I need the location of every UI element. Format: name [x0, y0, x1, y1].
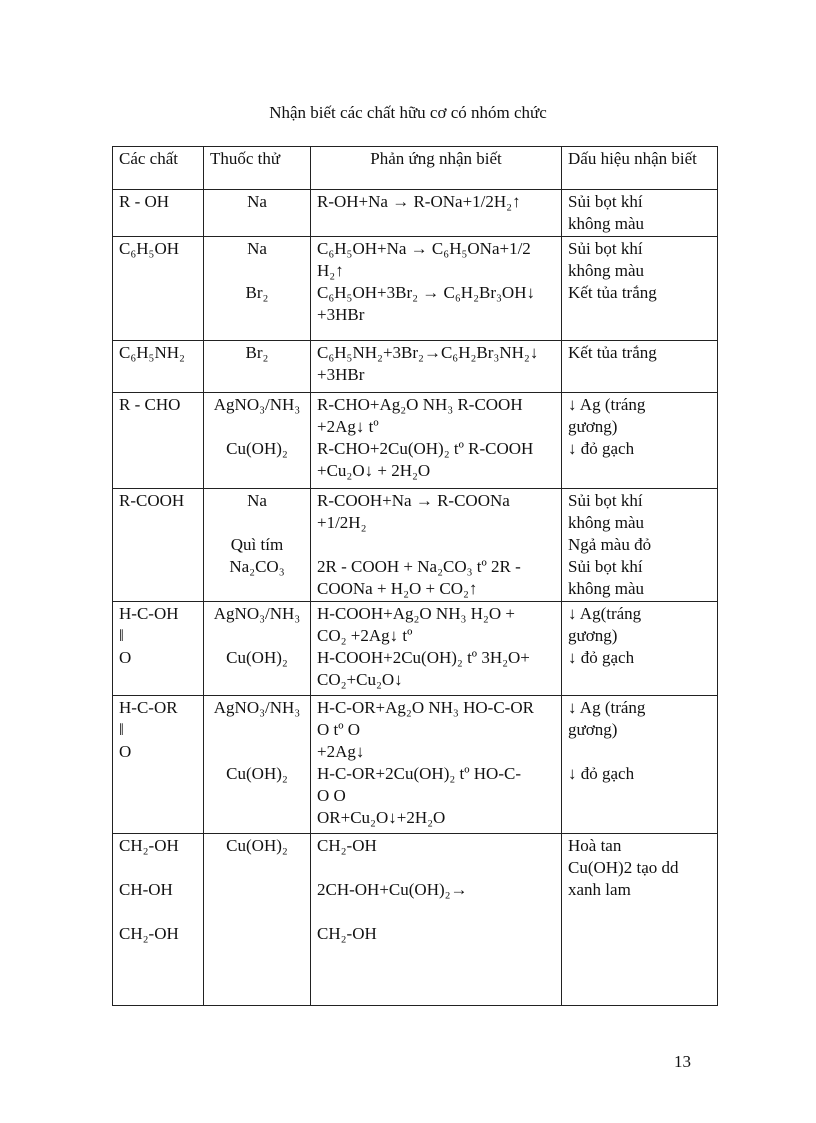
table-row [113, 696, 718, 834]
cell-reagent [204, 190, 311, 237]
sign-line: gương) [568, 720, 618, 739]
cell-sign [562, 393, 718, 489]
reagent-line: Na₂CO₃ [229, 557, 285, 576]
reagent-line [210, 719, 304, 741]
reaction-line: +3HBr [317, 305, 365, 324]
reaction-line: C₆H₅NH₂+3Br₂→C₆H₂Br₃NH₂↓ [317, 343, 539, 362]
cell-reagent [204, 834, 311, 1006]
reagent-line: Cu(OH)₂ [226, 836, 288, 855]
reaction-line: R-COOH+Na → R-COONa [317, 491, 510, 510]
sign-line: ↓ Ag (tráng [568, 395, 646, 414]
sign-line: ↓ đỏ gạch [568, 648, 635, 667]
sign-line: Cu(OH)2 tạo dd [568, 858, 679, 877]
reagent-line: Cu(OH)₂ [226, 648, 288, 667]
compound-line: ‖ [119, 720, 124, 739]
cell-reaction [311, 489, 562, 602]
table-row [113, 489, 718, 602]
sign-line: Ngả màu đỏ [568, 535, 652, 554]
cell-sign [562, 489, 718, 602]
header-reaction-label: Phản ứng nhận biết [370, 149, 502, 168]
reagent-table [112, 146, 718, 1006]
reagent-line: AgNO₃/NH₃ [213, 698, 301, 717]
reaction-line: +2Ag↓ tº [317, 417, 379, 436]
cell-reaction [311, 341, 562, 393]
reaction-line: C₆H₅OH+Na → C₆H₅ONa+1/2 [317, 239, 531, 258]
reaction-line [317, 857, 555, 879]
cell-reaction [311, 834, 562, 1006]
reagent-line: Quì tím [230, 535, 284, 554]
compound-line: CH-OH [119, 880, 173, 899]
sign-line: Sủi bọt khí [568, 239, 643, 258]
page-title: Nhận biết các chất hữu cơ có nhóm chức [269, 103, 547, 122]
compound-line: CH₂-OH [119, 836, 179, 855]
reaction-line: +3HBr [317, 365, 365, 384]
compound-line: ‖ [119, 626, 124, 645]
reaction-line: H₂↑ [317, 261, 344, 280]
compound-line: R - OH [119, 192, 170, 211]
reagent-line: AgNO₃/NH₃ [213, 604, 301, 623]
reaction-line: COONa + H₂O + CO₂↑ [317, 579, 478, 598]
reagent-line [210, 741, 304, 763]
reaction-line: H-C-OR+2Cu(OH)₂ tº HO-C- [317, 764, 521, 783]
cell-reagent [204, 489, 311, 602]
table-header-row [113, 147, 718, 190]
cell-compound [113, 393, 204, 489]
table-row [113, 190, 718, 237]
reaction-line: H-C-OR+Ag₂O NH₃ HO-C-OR [317, 698, 534, 717]
compound-line: H-C-OH [119, 604, 179, 623]
reaction-line: CH₂-OH [317, 836, 377, 855]
table-row [113, 602, 718, 696]
cell-reagent [204, 393, 311, 489]
sign-line: không màu [568, 214, 645, 233]
header-compound: Các chất [113, 147, 204, 190]
sign-line: Sủi bọt khí [568, 557, 643, 576]
header-sign: Dấu hiệu nhận biết [562, 147, 718, 190]
compound-line [119, 857, 197, 879]
sign-line: không màu [568, 513, 645, 532]
sign-line: Kết tủa trắng [568, 283, 657, 302]
reaction-line [317, 901, 555, 923]
reagent-line: Na [247, 239, 267, 258]
sign-line: ↓ đỏ gạch [568, 764, 635, 783]
page-number: 13 [674, 1052, 691, 1071]
sign-line: Sủi bọt khí [568, 491, 643, 510]
reaction-line: OR+Cu₂O↓+2H₂O [317, 808, 446, 827]
table-row [113, 834, 718, 1006]
reagent-line: Br₂ [245, 283, 269, 302]
cell-compound [113, 602, 204, 696]
reaction-line: CH₂-OH [317, 924, 377, 943]
cell-compound [113, 489, 204, 602]
reaction-line: O tº O [317, 720, 361, 739]
reagent-line [210, 625, 304, 647]
cell-reagent [204, 602, 311, 696]
compound-line: O [119, 648, 132, 667]
cell-sign [562, 190, 718, 237]
reaction-line [317, 534, 555, 556]
cell-reaction [311, 393, 562, 489]
header-reaction [311, 147, 562, 190]
cell-compound [113, 696, 204, 834]
compound-line: R - CHO [119, 395, 181, 414]
cell-reaction [311, 190, 562, 237]
sign-line [568, 741, 711, 763]
cell-reaction [311, 602, 562, 696]
cell-sign [562, 696, 718, 834]
reaction-line: CO₂+Cu₂O↓ [317, 670, 403, 689]
sign-line: không màu [568, 261, 645, 280]
reaction-line: 2R - COOH + Na₂CO₃ tº 2R - [317, 557, 521, 576]
compound-line: CH₂-OH [119, 924, 179, 943]
header-reagent: Thuốc thử [204, 147, 311, 190]
reaction-line: CO₂ +2Ag↓ tº [317, 626, 413, 645]
reagent-line: Br₂ [245, 343, 269, 362]
sign-line: ↓ đỏ gạch [568, 439, 635, 458]
compound-line: R-COOH [119, 491, 185, 510]
reagent-line: AgNO₃/NH₃ [213, 395, 301, 414]
reaction-line: H-COOH+2Cu(OH)₂ tº 3H₂O+ [317, 648, 530, 667]
compound-line [119, 901, 197, 923]
cell-reagent [204, 696, 311, 834]
reaction-line: R-CHO+Ag₂O NH₃ R-COOH [317, 395, 523, 414]
compound-line: C₆H₅OH [119, 239, 180, 258]
sign-line: gương) [568, 417, 618, 436]
cell-compound [113, 341, 204, 393]
reaction-line: O O [317, 786, 346, 805]
table-row [113, 341, 718, 393]
cell-compound [113, 190, 204, 237]
cell-sign [562, 602, 718, 696]
reaction-line: R-CHO+2Cu(OH)₂ tº R-COOH [317, 439, 534, 458]
sign-line: Kết tủa trắng [568, 343, 657, 362]
cell-reagent [204, 341, 311, 393]
reaction-line: C₆H₅OH+3Br₂ → C₆H₂Br₃OH↓ [317, 283, 535, 302]
cell-sign [562, 341, 718, 393]
cell-compound [113, 237, 204, 341]
reagent-line [210, 416, 304, 438]
reagent-line [210, 512, 304, 534]
sign-line: xanh lam [568, 880, 631, 899]
cell-reaction [311, 237, 562, 341]
table-row [113, 393, 718, 489]
sign-line: Sủi bọt khí [568, 192, 643, 211]
cell-reagent [204, 237, 311, 341]
sign-line: gương) [568, 626, 618, 645]
sign-line: ↓ Ag (tráng [568, 698, 646, 717]
compound-line: H-C-OR [119, 698, 178, 717]
cell-sign [562, 834, 718, 1006]
reaction-line: H-COOH+Ag₂O NH₃ H₂O + [317, 604, 515, 623]
reagent-line: Cu(OH)₂ [226, 439, 288, 458]
reagent-line [210, 260, 304, 282]
sign-line: không màu [568, 579, 645, 598]
compound-line: O [119, 742, 132, 761]
cell-compound [113, 834, 204, 1006]
reaction-line: 2CH-OH+Cu(OH)₂→ [317, 880, 468, 899]
sign-line: ↓ Ag(tráng [568, 604, 642, 623]
cell-sign [562, 237, 718, 341]
reaction-line: +2Ag↓ [317, 742, 365, 761]
reaction-line: +Cu₂O↓ + 2H₂O [317, 461, 431, 480]
reagent-line: Cu(OH)₂ [226, 764, 288, 783]
reaction-line: R-OH+Na → R-ONa+1/2H₂↑ [317, 192, 521, 211]
reaction-line: +1/2H₂ [317, 513, 367, 532]
reagent-line: Na [247, 491, 267, 510]
reagent-line: Na [247, 192, 267, 211]
cell-reaction [311, 696, 562, 834]
sign-line: Hoà tan [568, 836, 622, 855]
table-row [113, 237, 718, 341]
compound-line: C₆H₅NH₂ [119, 343, 185, 362]
